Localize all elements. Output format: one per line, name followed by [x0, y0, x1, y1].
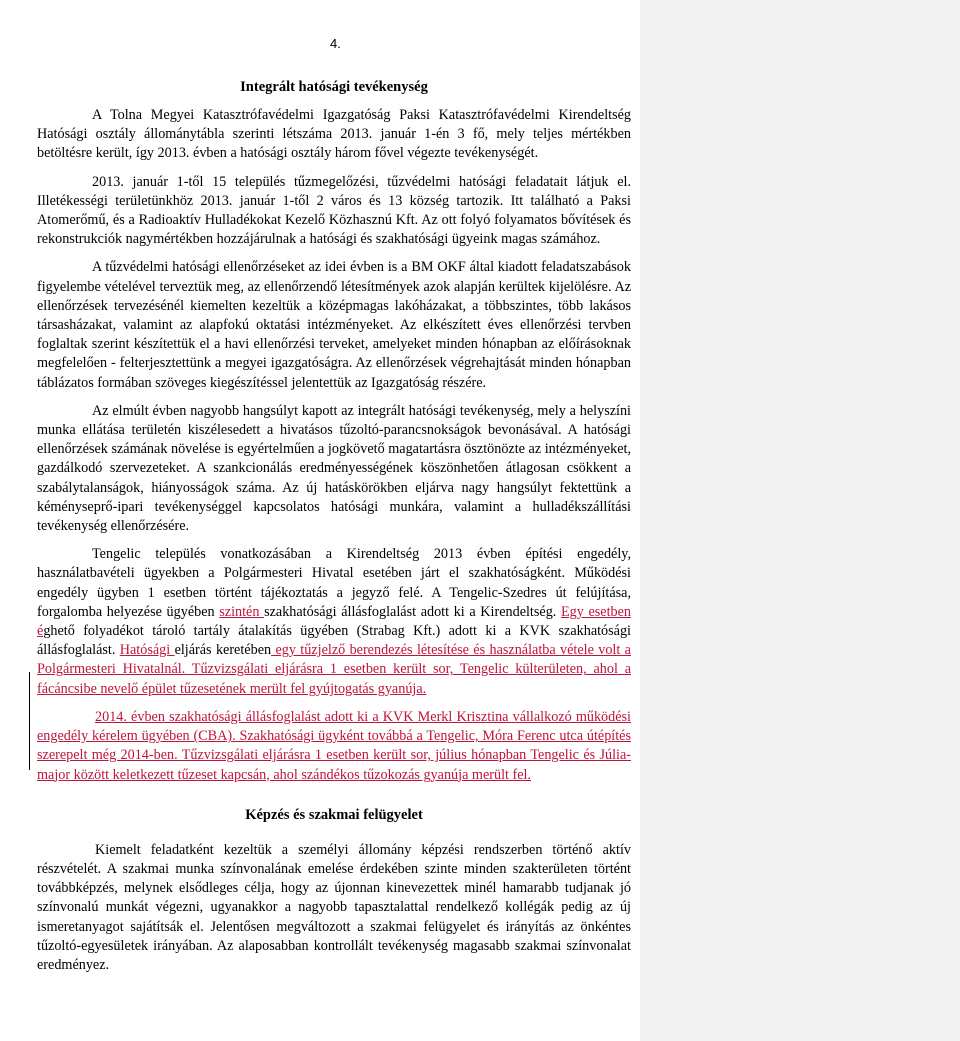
revision-insert: egy tűzjelző berendezés létesítése és használatba vétele volt a Polgármesteri Hivatalnál. Tűzvizsgálati eljárásra 1 esetben került sor, Tengelic külterületen, ahol a fácáncsibe nevelő épület tűzesetének merült fel gyújtogatás gyanúja.: [37, 642, 631, 697]
change-bar: [29, 672, 30, 770]
paragraph: Kiemelt feladatként kezeltük a személyi állomány képzési rendszerben történő aktív részvételét. A szakmai munka színvonalának emelése érdekében szinte minden szakterületen történt továbbképzés, melynek elsődleges célja, hogy az újonnan kinevezettek minél hamarabb tudjanak jó színvonalú munkát végezni, ugyanakkor a nagyobb tapasztalattal rendelkező kollégák pedig az új ismeretanyagot sajátítsák el. Jelentősen megváltozott a szakmai felügyelet és irányítás az önkéntes tűzoltó-egyesületek irányában. Az alaposabban kontrollált tevékenység magasabb szakmai színvonalat eredményez.: [37, 841, 631, 973]
paragraph: A Tolna Megyei Katasztrófavédelmi Igazgatóság Paksi Katasztrófavédelmi Kirendeltség Hatósági osztály állománytábla szerinti létszáma 2013. január 1-én 3 fő, mely teljes mértékben betöltésre került, így 2013. évben a hatósági osztály három fővel végezte tevékenységét.: [37, 107, 631, 162]
paragraph: Az elmúlt évben nagyobb hangsúlyt kapott az integrált hatósági tevékenység, mely a helyszíni munka ellátása területén kiszélesedett a hivatásos tűzoltó-parancsnokságok bevonásával. A hatósági ellenőrzések számának növelése is egyértelműen a jogkövető magatartásra ösztönözte az intézményeket, gazdálkodó szervezeteket. A szankcionálás eredményességének köszönhetően átlagosan csökkent a szabálytalanságok, hiányosságok száma. Az új hatáskörökben eljárva nagy hangsúlyt fektettünk a kéményseprő-ipari tevékenységgel kapcsolatos hatósági munkára, valamint a hulladékszállítási tevékenység ellenőrzésére.: [37, 402, 631, 535]
revision-insert: 2014. évben szakhatósági állásfoglalást adott ki a KVK Merkl Krisztina vállalkozó működési engedély kérelem ügyében (CBA). Szakhatósági ügyként továbbá a Tengelic, Móra Ferenc utca útépítés szerepelt még 2014-ben. Tűzvizsgálati eljárásra 1 esetben került sor, július hónapban Tengelic és Júlia-major között keletkezett tűzeset kapcsán, ahol szándékos tűzokozás gyanúja merült fel.: [37, 708, 631, 783]
paragraph-inserted: [37, 708, 631, 785]
paragraph-tracked: Tengelic település vonatkozásában a Kirendeltség 2013 évben építési engedély, használatbavételi ügyekben a Polgármesteri Hivatal esetében járt el szakhatóságként. Működési engedély ügyben 1 esetben történt tájékoztatás a jegyző felé. A Tengelic-Szedres út felújítása, forgalomba helyezése ügyében szintén szakhatósági állásfoglalást adott ki a Kirendeltség. Egy esetben éghető folyadékot tároló tartály átalakítás ügyében (Strabag Kft.) adott ki a KVK szakhatósági állásfoglalást. Hatósági eljárás keretében egy tűzjelző berendezés létesítése és használatba vétele volt a Polgármesteri Hivatalnál. Tűzvizsgálati eljárásra 1 esetben került sor, Tengelic külterületen, ahol a fácáncsibe nevelő épület tűzesetének merült fel gyújtogatás gyanúja.: [37, 546, 631, 697]
revision-insert: Hatósági: [119, 642, 175, 659]
paragraph: 2013. január 1-től 15 település tűzmegelőzési, tűzvédelmi hatósági feladatait látjuk el. Illetékességi területünkhöz 2013. január 1-től 2 város és 13 község tartozik. Itt található a Paksi Atomerőmű, és a Radioaktív Hulladékokat Kezelő Közhasznú Kft. Az ott folyó folyamatos bővítések és rekonstrukciók nagymértékben hozzájárulnak a hatósági és szakhatósági ügyeink magas számához.: [37, 173, 631, 248]
comment-margin-panel: [640, 0, 960, 1041]
document-body: [37, 78, 631, 984]
revision-insert: Egy esetben é: [37, 603, 631, 640]
section-title-kepzes: Képzés és szakmai felügyelet: [245, 806, 423, 823]
section-title-integralt: Integrált hatósági tevékenység: [240, 79, 428, 95]
paragraph: A tűzvédelmi hatósági ellenőrzéseket az idei évben is a BM OKF által kiadott feladatszabások figyelembe vételével terveztük meg, az ellenőrzendő létesítmények azok alapján kerültek kijelölésre. Az ellenőrzések tervezésénél kiemelten kezeltük a középmagas lakóházakat, a többszintes, több lakásos társasházakat, valamint az alapfokú oktatási intézményeket. Az elkészített éves ellenőrzési tervben foglaltak szerint készítettük el a havi ellenőrzési terveket, amelyeket minden hónapban az előírásoknak megfelelően - felterjesztettünk a megyei igazgatóságra. Az ellenőrzések végrehajtását minden hónapban táblázatos formában szöveges kiegészítéssel jelentettük az Igazgatóság részére.: [37, 259, 631, 391]
page-number: 4.: [330, 36, 341, 51]
revision-insert: szintén: [219, 603, 265, 620]
